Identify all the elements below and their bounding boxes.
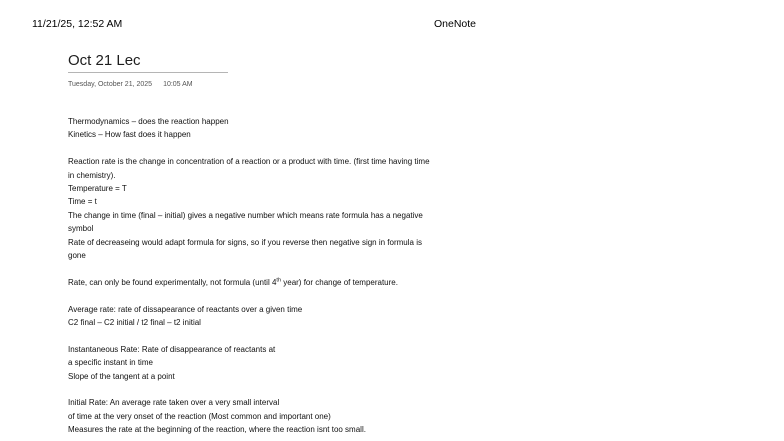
note-line: The change in time (final – initial) gives a negative number which means rate formula has a negative <box>68 210 423 220</box>
note-line: Measures the rate at the beginning of the reaction, where the reaction isnt too small. <box>68 425 366 435</box>
page-title: Oct 21 Lec <box>68 52 228 73</box>
ordinal-superscript: th <box>276 277 282 284</box>
note-line: Initial Rate: An average rate taken over a very small interval <box>68 398 280 408</box>
page-time: 10:05 AM <box>163 81 193 88</box>
note-line: Rate of decreaseing would adapt formula for signs, so if you reverse then negative sign in formula is <box>68 237 422 247</box>
spacer <box>68 142 468 155</box>
spacer <box>68 262 468 275</box>
note-line: Kinetics – How fast does it happen <box>68 130 191 140</box>
note-line: gone <box>68 251 86 261</box>
note-line: Temperature = T <box>68 184 127 194</box>
spacer <box>68 329 468 342</box>
note-line: of time at the very onset of the reaction (Most common and important one) <box>68 411 331 421</box>
note-line: Average rate: rate of dissapearance of reactants over a given time <box>68 304 303 314</box>
print-header <box>32 18 476 32</box>
note-line: Slope of the tangent at a point <box>68 371 175 381</box>
note-line: in chemistry). <box>68 170 116 180</box>
note-line-experimental <box>68 276 468 289</box>
note-line: Instantaneous Rate: Rate of disappearance of reactants at <box>68 344 276 354</box>
note-line: Thermodynamics – does the reaction happen <box>68 117 229 126</box>
note-line: a specific instant in time <box>68 358 153 368</box>
print-app-name: OneNote <box>433 18 476 30</box>
page-datetime <box>68 81 193 88</box>
print-datetime: 11/21/25, 12:52 AM <box>32 18 123 30</box>
spacer <box>68 383 468 396</box>
note-line: C2 final – C2 initial / t2 final – t2 initial <box>68 318 201 328</box>
note-line: Time = t <box>68 197 97 207</box>
note-line: Reaction rate is the change in concentration of a reaction or a product with time. (first time having time <box>68 157 430 167</box>
page-date: Tuesday, October 21, 2025 <box>68 81 153 88</box>
note-text: Rate, can only be found experimentally, not formula (until 4 <box>68 277 277 287</box>
spacer <box>68 289 468 302</box>
note-line: symbol <box>68 224 94 234</box>
note-text: year) for change of temperature. <box>281 277 398 287</box>
note-body <box>68 115 468 437</box>
